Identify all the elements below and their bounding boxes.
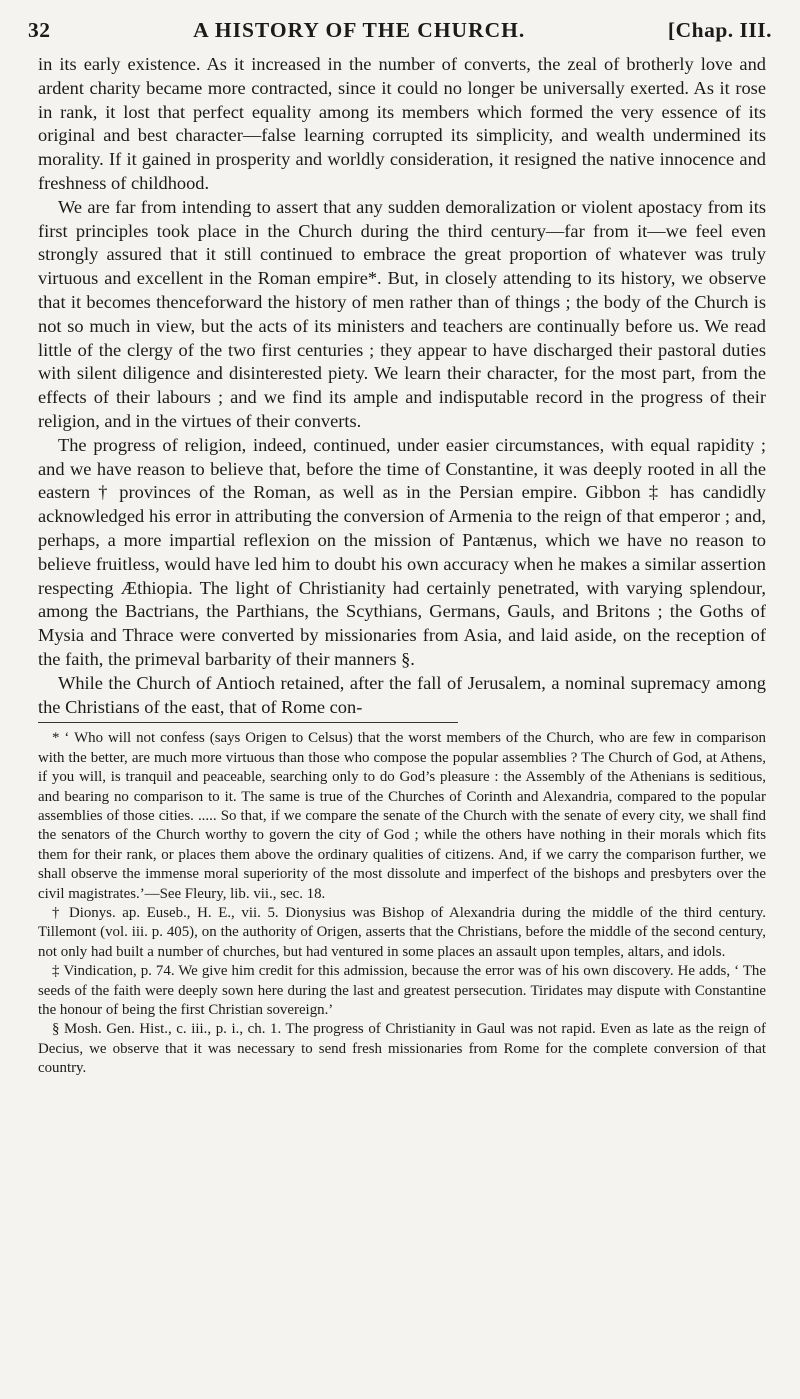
footnote: * ‘ Who will not confess (says Origen to Celsus) that the worst members of the Church, who are few in comparison with the better, are much more virtuous than those who compose the popular assemblies ? The Church of God, at Athens, if you will, is tranquil and peaceable, searching only to do God’s pleasure : the Assembly of the Athenians is seditious, and bearing no comparison to it. The same is true of the Churches of Corinth and Alexandria, compared to the popular assemblies of those cities. ..... So that, if we compare the senate of the Church with the senate of every city, we shall find the senators of the Church worthy to govern the city of God ; while the others have nothing in their morals which fits them for their rank, or places them above the ordinary qualities of citizens. And, if we carry the comparison further, we shall observe the immense moral superiority of the most dissolute and imperfect of the bishops and presbyters over the civil magistrates.’—See Fleury, lib. vii., sec. 18.	[38, 730, 766, 902]
book-page	[28, 18, 772, 1079]
running-head	[28, 18, 772, 43]
running-title: A HISTORY OF THE CHURCH.	[193, 18, 526, 42]
footnote-rule	[38, 722, 458, 723]
page-number: 32	[28, 18, 51, 42]
paragraph: in its early existence. As it increased in the number of converts, the zeal of brotherly love and ardent charity became more contracted, since it could no longer be universally exerted. As it rose in rank, it lost that perfect equality among its members which formed the very essence of its original and best character—false learning corrupted its simplicity, and wealth undermined its morality. If it gained in prosperity and worldly consideration, it resigned the native innocence and freshness of childhood.	[38, 54, 766, 193]
paragraph: The progress of religion, indeed, continued, under easier circumstances, with equal rapidity ; and we have reason to believe that, before the time of Constantine, it was deeply rooted in all the eastern † provinces of the Roman, as well as in the Persian empire. Gibbon ‡ has candidly acknowledged his error in attributing the conversion of Armenia to the reign of that emperor ; and, perhaps, a more impartial reflexion on the mission of Pantænus, which we have no reason to believe fruitless, would have led him to doubt his own accuracy when he makes a similar assertion respecting Æthiopia. The light of Christianity had certainly penetrated, with varying splendour, among the Bactrians, the Parthians, the Scythians, Germans, Gauls, and Britons ; the Goths of Mysia and Thrace were converted by missionaries from Asia, and laid aside, on the reception of the faith, the primeval barbarity of their manners §.	[38, 434, 766, 669]
chapter-label: [Chap. III.	[667, 18, 772, 42]
footnote: ‡ Vindication, p. 74. We give him credit for this admission, because the error was of his own discovery. He adds, ‘ The seeds of the faith were deeply sown here during the last and greatest persecution. Tiridates may dispute with Constantine the honour of being the first Christian sovereign.’	[38, 963, 766, 1018]
footnote: † Dionys. ap. Euseb., H. E., vii. 5. Dionysius was Bishop of Alexandria during the middle of the third century. Tillemont (vol. iii. p. 405), on the authority of Origen, asserts that the Christians, before the middle of the second century, not only had built a number of churches, but had ventured in some places an assault upon temples, altars, and idols.	[38, 904, 766, 960]
paragraph: We are far from intending to assert that any sudden demoralization or violent apostacy from its first principles took place in the Church during the third century—far from it—we feel even strongly assured that it still continued to embrace the great proportion of whatever was truly virtuous and excellent in the Roman empire*. But, in closely attending to its history, we observe that it becomes thenceforward the history of men rather than of things ; the body of the Church is not so much in view, but the acts of its ministers and teachers are continually before us. We read little of the clergy of the two first centuries ; they appear to have discharged their pastoral duties with silent diligence and disinterested piety. We learn their character, for the most part, from the effects of their labours ; and we find its ample and indisputable record in the progress of their religion, and in the virtues of their converts.	[38, 196, 766, 431]
footnote: § Mosh. Gen. Hist., c. iii., p. i., ch. 1. The progress of Christianity in Gaul was not rapid. Even as late as the reign of Decius, we observe that it was necessary to send fresh missionaries from Rome for the complete conversion of that country.	[38, 1021, 766, 1077]
main-text	[38, 53, 766, 719]
footnotes	[38, 729, 766, 1078]
paragraph: While the Church of Antioch retained, after the fall of Jerusalem, a nominal supremacy among the Christians of the east, that of Rome con-	[38, 672, 766, 717]
